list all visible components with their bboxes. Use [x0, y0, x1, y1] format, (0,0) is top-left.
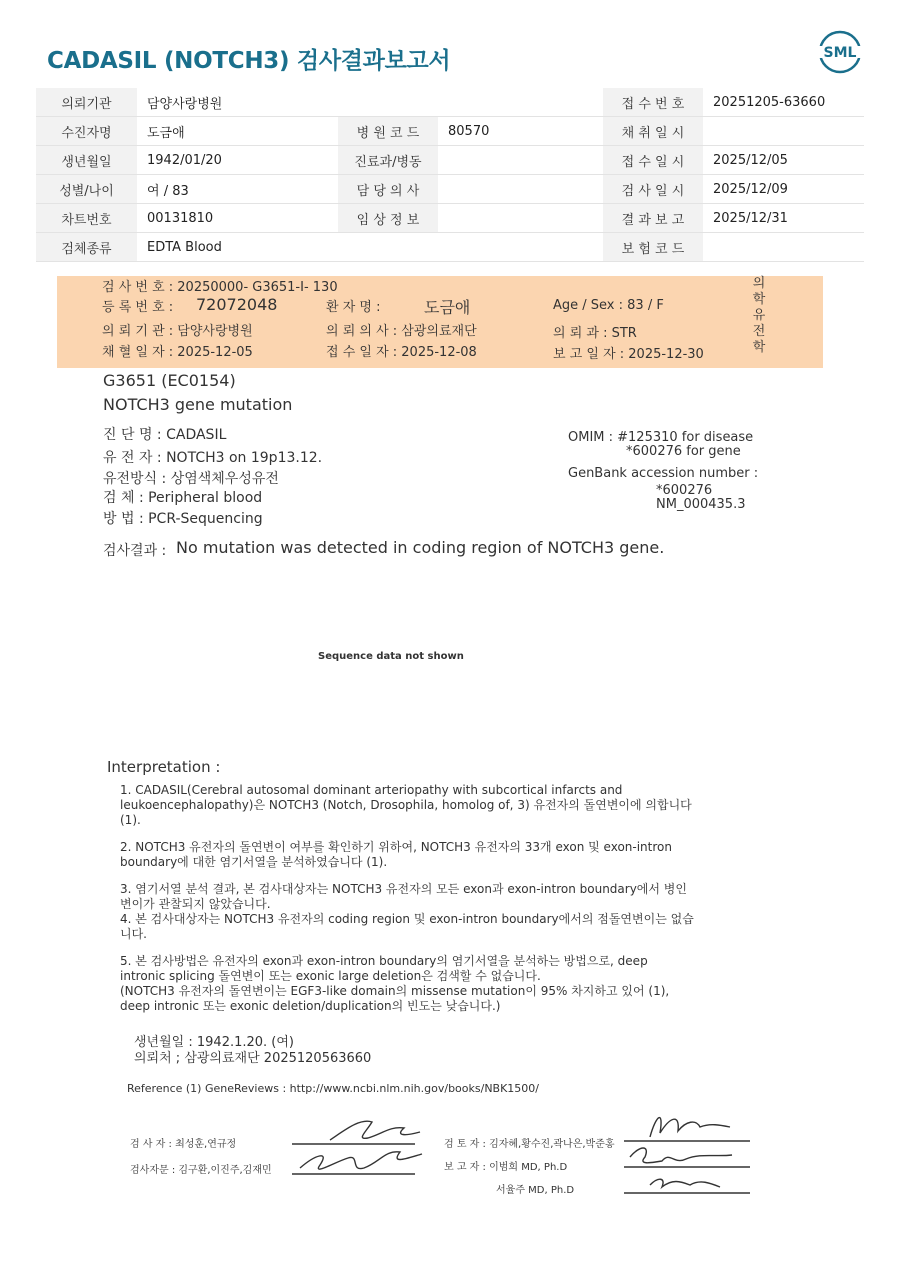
interp-line: boundary에 대한 염기서열을 분석하였습니다 (1).: [120, 855, 388, 869]
patient-info-table: [36, 88, 864, 262]
method: 방 법 : PCR-Sequencing: [103, 511, 263, 527]
result-text: No mutation was detected in coding region of NOTCH3 gene.: [176, 538, 665, 557]
advisor: 검사자문 : 김구환,이진주,김재민: [130, 1165, 272, 1176]
info-row: [36, 175, 864, 204]
reviewer-signatures: [620, 1105, 760, 1200]
info-row: [36, 146, 864, 175]
info-label: 수진자명: [36, 117, 137, 146]
info-value: [438, 233, 603, 262]
page-title: CADASIL (NOTCH3) 검사결과보고서: [47, 48, 451, 74]
info-row: [36, 88, 864, 117]
info-label: 결 과 보 고: [603, 204, 703, 233]
info-value: [438, 146, 603, 175]
info-value: EDTA Blood: [137, 233, 338, 262]
info-value: [703, 117, 864, 146]
interpretation-heading: Interpretation :: [107, 758, 221, 776]
age-sex: Age / Sex : 83 / F: [553, 298, 664, 313]
registration-label: 등 록 번 호 :: [102, 300, 174, 315]
genbank-id-2: NM_000435.3: [656, 497, 746, 512]
info-label: 의뢰기관: [36, 88, 137, 117]
receive-date: 접 수 일 자 : 2025-12-08: [326, 345, 477, 360]
info-value: [438, 204, 603, 233]
genbank-label: GenBank accession number :: [568, 466, 759, 481]
sequence-note: Sequence data not shown: [318, 651, 464, 662]
info-label: 접 수 번 호: [603, 88, 703, 117]
info-label: [338, 88, 438, 117]
info-label: 생년월일: [36, 146, 137, 175]
reporter-2: 서율주 MD, Ph.D: [496, 1185, 575, 1196]
interp-line: deep intronic 또는 exonic deletion/duplication의 빈도는 낮습니다.): [120, 999, 501, 1013]
tester-signature: [290, 1110, 440, 1190]
info-label: 검체종류: [36, 233, 137, 262]
diagnosis: 진 단 명 : CADASIL: [103, 427, 227, 443]
test-name: NOTCH3 gene mutation: [103, 395, 293, 414]
info-value: 00131810: [137, 204, 338, 233]
interp-line: 1. CADASIL(Cerebral autosomal dominant arteriopathy with subcortical infarcts and: [120, 783, 623, 797]
info-label: [338, 233, 438, 262]
interp-line: 니다.: [120, 927, 147, 941]
info-row: [36, 204, 864, 233]
info-value: 1942/01/20: [137, 146, 338, 175]
patient-name: 도금애: [424, 298, 471, 317]
info-label: 담 당 의 사: [338, 175, 438, 204]
inheritance: 유전방식 : 상염색체우성유전: [103, 471, 279, 487]
info-label: 접 수 일 시: [603, 146, 703, 175]
test-number: 검 사 번 호 : 20250000- G3651-I- 130: [102, 280, 338, 295]
reporter: 보 고 자 : 이범희 MD, Ph.D: [444, 1162, 568, 1173]
info-label: 성별/나이: [36, 175, 137, 204]
info-value: 80570: [438, 117, 603, 146]
result-label: 검사결과 :: [103, 543, 167, 559]
info-label: 검 사 일 시: [603, 175, 703, 204]
requesting-doctor: 의 뢰 의 사 : 삼광의료재단: [326, 324, 477, 339]
info-value: [703, 233, 864, 262]
info-label: 차트번호: [36, 204, 137, 233]
info-value: 2025/12/31: [703, 204, 864, 233]
patient-label: 환 자 명 :: [326, 300, 381, 315]
omim-gene: *600276 for gene: [626, 444, 741, 459]
info-row: [36, 233, 864, 262]
info-value: 2025/12/09: [703, 175, 864, 204]
interp-line: leukoencephalopathy)은 NOTCH3 (Notch, Drosophila, homolog of, 3) 유전자의 돌연변이에 의합니다: [120, 798, 692, 812]
info-value: [438, 88, 603, 117]
reference: Reference (1) GeneReviews : http://www.ncbi.nlm.nih.gov/books/NBK1500/: [127, 1082, 540, 1095]
info-value: 여 / 83: [137, 175, 338, 204]
reviewer: 검 토 자 : 김자혜,황수진,곽나은,박준홍: [444, 1139, 615, 1150]
info-label: 채 취 일 시: [603, 117, 703, 146]
requesting-dept: 의 뢰 과 : STR: [553, 326, 637, 341]
info-value: 담양사랑병원: [137, 88, 338, 117]
logo-text: SML: [823, 45, 857, 61]
interp-line: 4. 본 검사대상자는 NOTCH3 유전자의 coding region 및 exon-intron boundary에서의 점돌연변이는 없습: [120, 912, 694, 926]
department-vertical: 의학유전학: [752, 276, 766, 355]
interp-line: 3. 염기서열 분석 결과, 본 검사대상자는 NOTCH3 유전자의 모든 exon과 exon-intron boundary에서 병인: [120, 882, 687, 896]
report-date: 보 고 일 자 : 2025-12-30: [553, 347, 704, 362]
info-label: 임 상 정 보: [338, 204, 438, 233]
birth-date-note: 생년월일 : 1942.1.20. (여): [134, 1035, 295, 1050]
tester: 검 사 자 : 최성훈,연규정: [130, 1139, 237, 1150]
test-code: G3651 (EC0154): [103, 371, 236, 390]
collection-date: 채 혈 일 자 : 2025-12-05: [102, 345, 253, 360]
gene: 유 전 자 : NOTCH3 on 19p13.12.: [103, 450, 323, 466]
interp-line: 변이가 관찰되지 않았습니다.: [120, 897, 271, 911]
specimen: 검 체 : Peripheral blood: [103, 490, 263, 506]
registration-number: 72072048: [196, 295, 278, 314]
requesting-org: 의 뢰 기 관 : 담양사랑병원: [102, 324, 253, 339]
info-value: 도금애: [137, 117, 338, 146]
interp-line: 5. 본 검사방법은 유전자의 exon과 exon-intron boundary의 염기서열을 분석하는 방법으로, deep: [120, 954, 648, 968]
interp-line: 2. NOTCH3 유전자의 돌연변이 여부를 확인하기 위하여, NOTCH3 유전자의 33개 exon 및 exon-intron: [120, 840, 672, 854]
info-label: 보 험 코 드: [603, 233, 703, 262]
info-value: 2025/12/05: [703, 146, 864, 175]
interpretation-body: [120, 783, 694, 1014]
requester-note: 의뢰처 ; 삼광의료재단 2025120563660: [134, 1051, 372, 1066]
info-value: [438, 175, 603, 204]
info-label: 병 원 코 드: [338, 117, 438, 146]
info-row: [36, 117, 864, 146]
omim-disease: OMIM : #125310 for disease: [568, 430, 754, 445]
sml-logo: [818, 30, 862, 74]
info-label: 진료과/병동: [338, 146, 438, 175]
genbank-id-1: *600276: [656, 483, 713, 498]
info-value: 20251205-63660: [703, 88, 864, 117]
interp-line: intronic splicing 돌연변이 또는 exonic large deletion은 검색할 수 없습니다.: [120, 969, 541, 983]
interp-line: (1).: [120, 813, 141, 827]
interp-line: (NOTCH3 유전자의 돌연변이는 EGF3-like domain의 missense mutation이 95% 차지하고 있어 (1),: [120, 984, 670, 998]
